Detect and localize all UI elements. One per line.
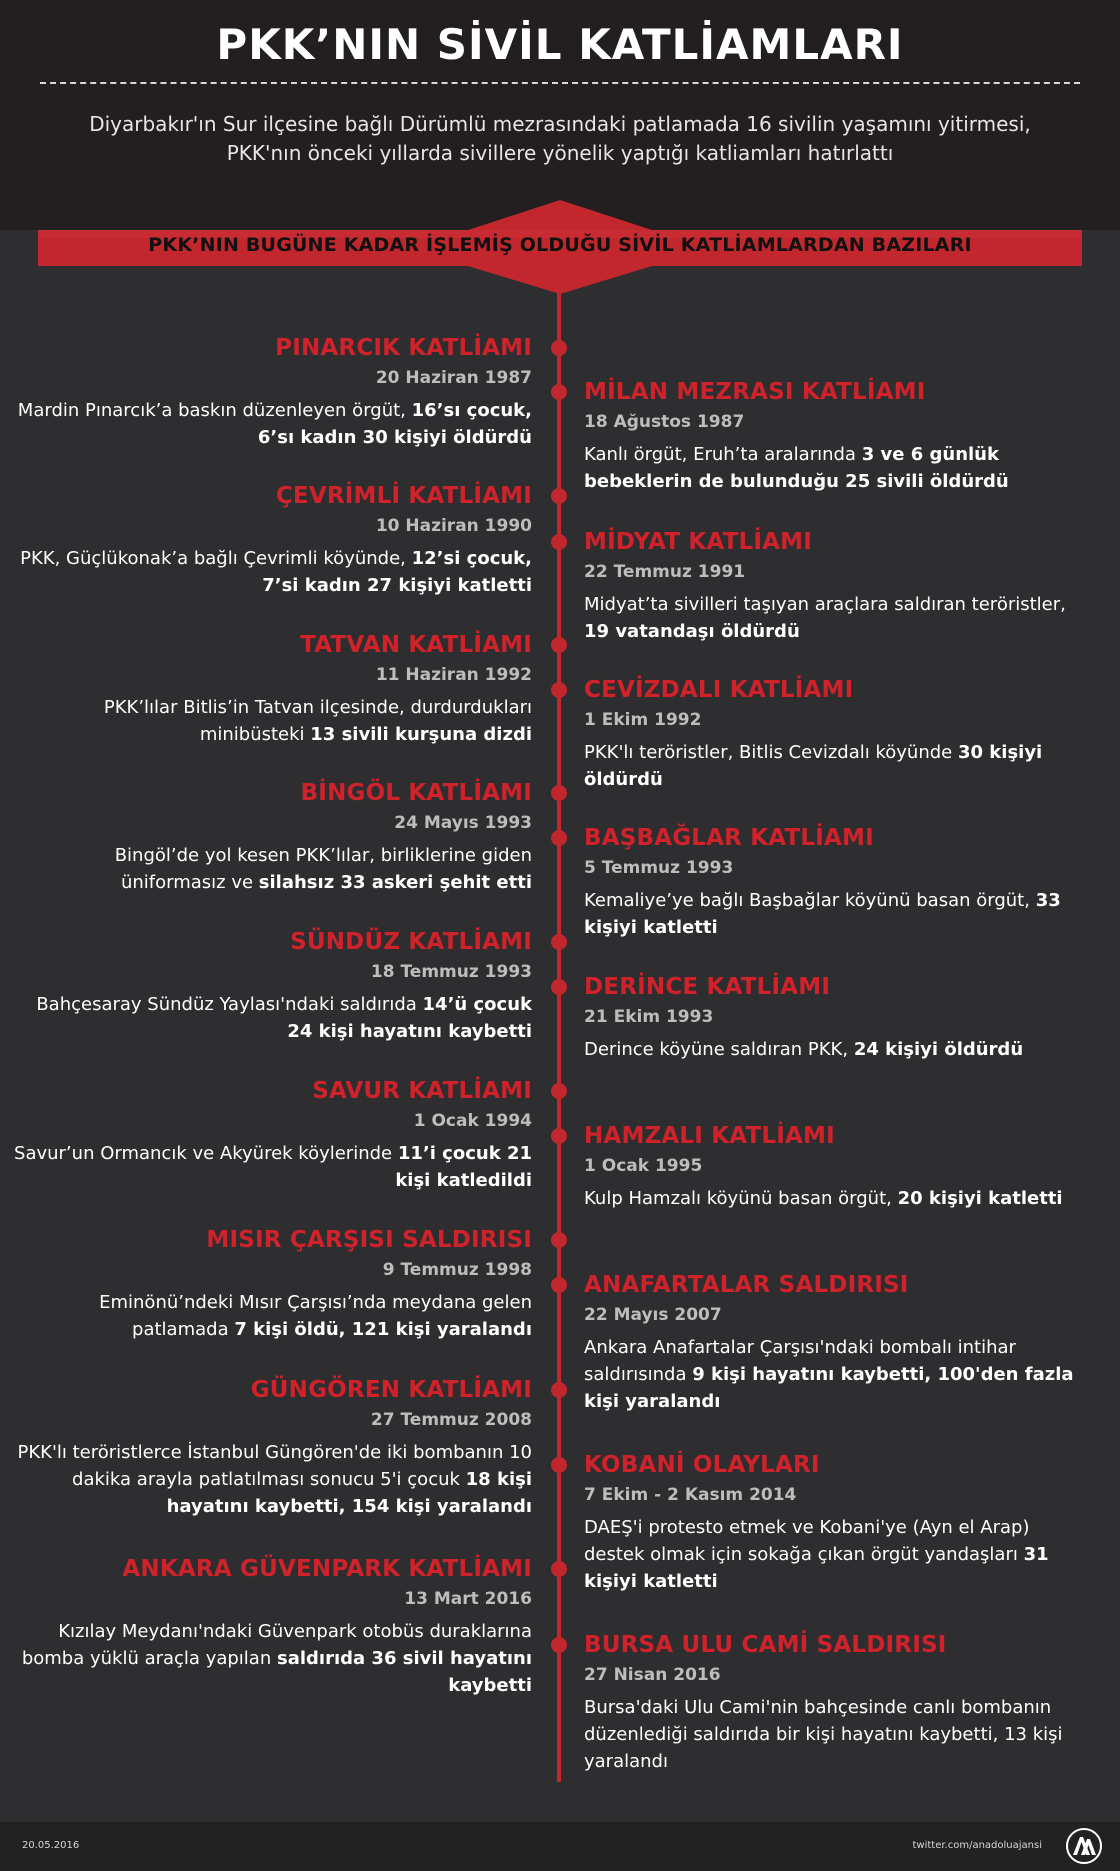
timeline-event bbox=[584, 1270, 1084, 1415]
event-date: 22 Temmuz 1991 bbox=[584, 562, 746, 582]
timeline-dot bbox=[551, 1232, 567, 1248]
event-description-highlight: 11’i çocuk 21 kişi katledildi bbox=[395, 1143, 532, 1191]
event-description-text: DAEŞ'i protesto etmek ve Kobani'ye (Ayn el Arap) destek olmak için sokağa çıkan örgüt yandaşları bbox=[584, 1517, 1030, 1565]
event-description-text: Bahçesaray Sündüz Yaylası'ndaki saldırıda bbox=[36, 994, 417, 1015]
timeline-event bbox=[584, 377, 1084, 495]
event-description bbox=[584, 887, 1084, 941]
event-description-text: PKK’lılar Bitlis’in Tatvan ilçesinde, durdurdukları minibüsteki bbox=[103, 697, 532, 745]
event-date: 27 Temmuz 2008 bbox=[370, 1410, 532, 1430]
event-description-highlight: 33 kişiyi katletti bbox=[584, 890, 1061, 938]
page-title: PKK’NIN SİVİL KATLİAMLARI bbox=[216, 20, 904, 69]
event-description-highlight: 19 vatandaşı öldürdü bbox=[584, 621, 800, 642]
timeline-dot bbox=[551, 979, 567, 995]
event-description-text: Derince köyüne saldıran PKK, bbox=[584, 1039, 849, 1060]
event-date: 5 Temmuz 1993 bbox=[584, 858, 734, 878]
event-description bbox=[12, 991, 532, 1045]
event-description-highlight: 13 sivili kurşuna dizdi bbox=[310, 724, 532, 745]
event-description-highlight: saldırıda 36 sivil hayatını kaybetti bbox=[276, 1648, 532, 1696]
timeline-dot bbox=[551, 1457, 567, 1473]
event-description-highlight: 7 kişi öldü, 121 kişi yaralandı bbox=[234, 1319, 532, 1340]
timeline-event bbox=[584, 527, 1084, 645]
event-description bbox=[12, 545, 532, 599]
event-description bbox=[12, 1439, 532, 1520]
event-title: CEVİZDALI KATLİAMI bbox=[584, 677, 854, 703]
event-title: ÇEVRİMLİ KATLİAMI bbox=[275, 483, 532, 509]
timeline-dot bbox=[551, 1083, 567, 1099]
subtitle-line-1: Diyarbakır'ın Sur ilçesine bağlı Dürümlü mezrasındaki patlamada 16 sivilin yaşamını yitirmesi, bbox=[89, 112, 1031, 136]
event-description-text: PKK, Güçlükonak’a bağlı Çevrimli köyünde, bbox=[20, 548, 406, 569]
event-title: TATVAN KATLİAMI bbox=[300, 632, 532, 658]
event-description-text: Ankara Anafartalar Çarşısı'ndaki bombalı intihar saldırısında bbox=[584, 1337, 1016, 1385]
event-description-text: Eminönü’ndeki Mısır Çarşısı’nda meydana gelen patlamada bbox=[99, 1292, 532, 1340]
event-title: PINARCIK KATLİAMI bbox=[275, 335, 532, 361]
dashed-divider bbox=[40, 82, 1080, 84]
event-date: 10 Haziran 1990 bbox=[375, 516, 532, 536]
timeline-event bbox=[12, 1076, 532, 1194]
timeline-event bbox=[584, 1450, 1084, 1595]
event-description-text: Bingöl’de yol kesen PKK’lılar, birliklerine giden üniformasız ve bbox=[114, 845, 532, 893]
event-date: 7 Ekim - 2 Kasım 2014 bbox=[584, 1485, 797, 1505]
event-date: 18 Temmuz 1993 bbox=[370, 962, 532, 982]
event-description-text: Midyat’ta sivilleri taşıyan araçlara saldıran teröristler, bbox=[584, 594, 1066, 615]
event-description-highlight: 20 kişiyi katletti bbox=[897, 1188, 1063, 1209]
event-title: DERİNCE KATLİAMI bbox=[584, 974, 831, 1000]
event-description-highlight: 24 kişiyi öldürdü bbox=[853, 1039, 1024, 1060]
event-date: 18 Ağustos 1987 bbox=[584, 412, 745, 432]
event-title: SAVUR KATLİAMI bbox=[312, 1078, 532, 1104]
event-description-text: Kanlı örgüt, Eruh’ta aralarında bbox=[584, 444, 856, 465]
event-title: ANKARA GÜVENPARK KATLİAMI bbox=[122, 1556, 532, 1582]
timeline-line bbox=[557, 292, 561, 1782]
event-title: BİNGÖL KATLİAMI bbox=[300, 780, 532, 806]
event-description-text: PKK'lı teröristler, Bitlis Cevizdalı köyünde bbox=[584, 742, 953, 763]
event-description bbox=[584, 1334, 1084, 1415]
event-description bbox=[584, 1036, 1084, 1063]
event-date: 22 Mayıs 2007 bbox=[584, 1305, 722, 1325]
section-banner bbox=[38, 200, 1082, 294]
banner-text: PKK’NIN BUGÜNE KADAR İŞLEMİŞ OLDUĞU SİVİL KATLİAMLARDAN BAZILARI bbox=[148, 234, 972, 256]
event-title: KOBANİ OLAYLARI bbox=[584, 1452, 820, 1478]
event-title: BAŞBAĞLAR KATLİAMI bbox=[584, 825, 874, 851]
timeline-dot bbox=[551, 340, 567, 356]
timeline-event bbox=[12, 927, 532, 1045]
event-description-highlight: 9 kişi hayatını kaybetti, 100'den fazla kişi yaralandı bbox=[584, 1364, 1074, 1412]
event-title: MİDYAT KATLİAMI bbox=[584, 529, 813, 555]
event-description bbox=[12, 1289, 532, 1343]
timeline-event bbox=[584, 972, 1084, 1063]
event-title: MİLAN MEZRASI KATLİAMI bbox=[584, 379, 926, 405]
event-description-highlight: silahsız 33 askeri şehit etti bbox=[258, 872, 532, 893]
anadolu-agency-logo-icon bbox=[1066, 1828, 1102, 1864]
timeline-event bbox=[584, 1630, 1084, 1775]
event-description bbox=[584, 1514, 1084, 1595]
subtitle-line-2: PKK'nın önceki yıllarda sivillere yönelik yaptığı katliamları hatırlattı bbox=[226, 141, 894, 165]
timeline-event bbox=[12, 778, 532, 896]
subtitle bbox=[60, 110, 1060, 168]
timeline-dot bbox=[551, 1128, 567, 1144]
event-date: 21 Ekim 1993 bbox=[584, 1007, 714, 1027]
event-title: HAMZALI KATLİAMI bbox=[584, 1123, 835, 1149]
event-date: 1 Ocak 1994 bbox=[413, 1111, 532, 1131]
footer-date: 20.05.2016 bbox=[22, 1840, 80, 1851]
timeline-event bbox=[12, 481, 532, 599]
timeline-dot bbox=[551, 384, 567, 400]
event-description bbox=[12, 694, 532, 748]
timeline-event bbox=[584, 675, 1084, 793]
timeline-dot bbox=[551, 1637, 567, 1653]
timeline-dot bbox=[551, 1561, 567, 1577]
event-description-highlight: 14’ü çocuk 24 kişi hayatını kaybetti bbox=[287, 994, 532, 1042]
event-title: SÜNDÜZ KATLİAMI bbox=[290, 929, 532, 955]
event-description-highlight: 30 kişiyi öldürdü bbox=[584, 742, 1043, 790]
event-description bbox=[12, 842, 532, 896]
timeline-dot bbox=[551, 682, 567, 698]
timeline-event bbox=[12, 1375, 532, 1520]
event-date: 13 Mart 2016 bbox=[404, 1589, 532, 1609]
event-title: GÜNGÖREN KATLİAMI bbox=[250, 1377, 532, 1403]
event-date: 9 Temmuz 1998 bbox=[382, 1260, 532, 1280]
event-description-text: Kulp Hamzalı köyünü basan örgüt, bbox=[584, 1188, 892, 1209]
timeline-event bbox=[12, 333, 532, 451]
event-description bbox=[12, 1140, 532, 1194]
event-description bbox=[12, 1618, 532, 1699]
timeline-dot bbox=[551, 1382, 567, 1398]
timeline-dot bbox=[551, 934, 567, 950]
event-description-highlight: 3 ve 6 günlük bebeklerin de bulunduğu 25 sivili öldürdü bbox=[584, 444, 1009, 492]
event-date: 1 Ekim 1992 bbox=[584, 710, 702, 730]
event-description-text: PKK'lı teröristlerce İstanbul Güngören'de iki bombanın 10 dakika arayla patlatılması sonucu 5'i çocuk bbox=[17, 1442, 532, 1490]
header bbox=[0, 0, 1120, 230]
event-date: 11 Haziran 1992 bbox=[375, 665, 532, 685]
event-description bbox=[584, 441, 1084, 495]
event-date: 24 Mayıs 1993 bbox=[394, 813, 532, 833]
footer-twitter-link[interactable]: twitter.com/anadoluajansi bbox=[912, 1840, 1042, 1851]
timeline-dot bbox=[551, 637, 567, 653]
event-description-text: Kızılay Meydanı'ndaki Güvenpark otobüs duraklarına bomba yüklü araçla yapılan bbox=[21, 1621, 532, 1669]
timeline-event bbox=[12, 1225, 532, 1343]
timeline-dot bbox=[551, 1277, 567, 1293]
event-description bbox=[584, 591, 1084, 645]
timeline-dot bbox=[551, 488, 567, 504]
event-description bbox=[584, 739, 1084, 793]
event-description-highlight: 18 kişi hayatını kaybetti, 154 kişi yaralandı bbox=[166, 1469, 532, 1517]
timeline-dot bbox=[551, 830, 567, 846]
timeline-event bbox=[12, 1554, 532, 1699]
event-description-text: Bursa'daki Ulu Cami'nin bahçesinde canlı bombanın düzenlediği saldırıda bir kişi hayatını kaybetti, 13 kişi yaralandı bbox=[584, 1697, 1063, 1772]
event-description-text: Kemaliye’ye bağlı Başbağlar köyünü basan örgüt, bbox=[584, 890, 1030, 911]
footer bbox=[0, 1822, 1120, 1871]
event-description-text: Mardin Pınarcık’a baskın düzenleyen örgüt, bbox=[17, 400, 406, 421]
event-description-highlight: 16’sı çocuk, 6’sı kadın 30 kişiyi öldürdü bbox=[257, 400, 532, 448]
event-description-highlight: 31 kişiyi katletti bbox=[584, 1544, 1049, 1592]
timeline-dot bbox=[551, 785, 567, 801]
event-description-highlight: 12’si çocuk, 7’si kadın 27 kişiyi katletti bbox=[262, 548, 532, 596]
event-date: 1 Ocak 1995 bbox=[584, 1156, 703, 1176]
event-date: 20 Haziran 1987 bbox=[375, 368, 532, 388]
event-title: MISIR ÇARŞISI SALDIRISI bbox=[206, 1227, 532, 1253]
event-description-text: Savur’un Ormancık ve Akyürek köylerinde bbox=[14, 1143, 393, 1164]
timeline-event bbox=[584, 1121, 1084, 1212]
event-title: BURSA ULU CAMİ SALDIRISI bbox=[584, 1632, 947, 1658]
event-title: ANAFARTALAR SALDIRISI bbox=[584, 1272, 909, 1298]
timeline-event bbox=[12, 630, 532, 748]
event-description bbox=[584, 1694, 1084, 1775]
timeline-event bbox=[584, 823, 1084, 941]
timeline-dot bbox=[551, 534, 567, 550]
event-date: 27 Nisan 2016 bbox=[584, 1665, 721, 1685]
event-description bbox=[584, 1185, 1084, 1212]
event-description bbox=[12, 397, 532, 451]
